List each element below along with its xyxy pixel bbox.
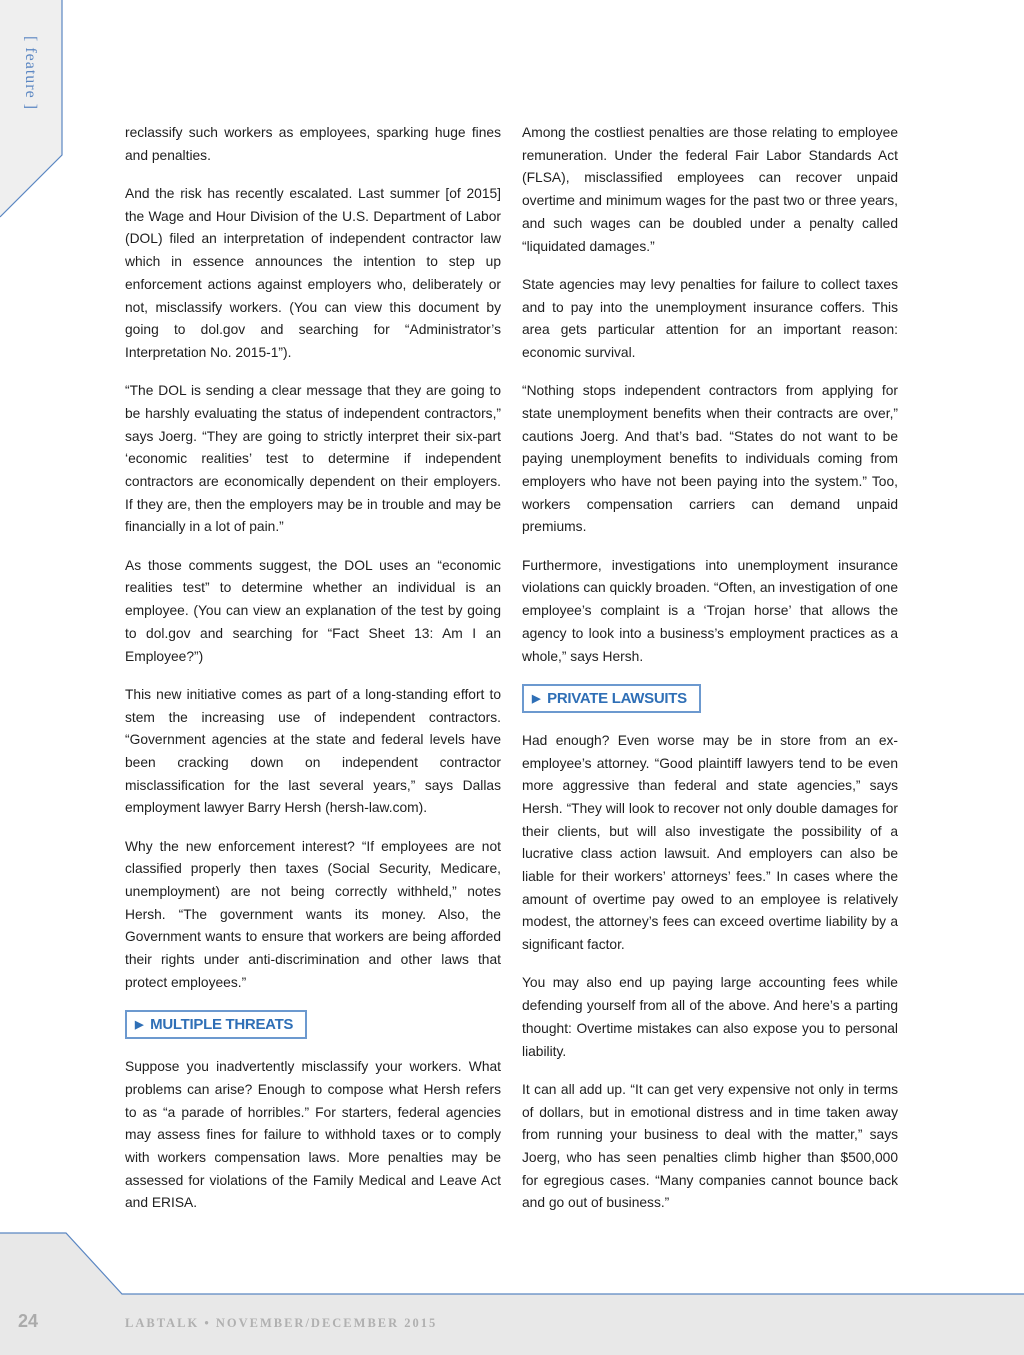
footer-band — [0, 1230, 1024, 1355]
left-column — [125, 122, 501, 1231]
play-arrow-icon: ▶ — [135, 1019, 144, 1032]
page-number: 24 — [18, 1311, 39, 1331]
paragraph: As those comments suggest, the DOL uses an “economic realities test” to determine whether an individual is an employee. (You can view an explanation of the test by going to dol.gov and searching for “Fact Sheet 13: Am I an Employee?”) — [125, 557, 501, 664]
paragraph: Had enough? Even worse may be in store from an ex-employee’s attorney. “Good plaintiff lawyers tend to be even more aggressive than federal and state agencies,” says Hersh. “They will look to recover not only double damages for their clients, but will also investigate the possibility of a lucrative class action lawsuit. And employers can also be liable for their workers’ attorneys’ fees.” In cases where the amount of overtime pay owed to an employee is relatively modest, the attorney’s fees can exceed overtime liability by a significant factor. — [522, 732, 898, 953]
paragraph: And the risk has recently escalated. Last summer [of 2015] the Wage and Hour Division of the U.S. Department of Labor (DOL) filed an interpretation of independent contractor law which in essence announces the intention to step up enforcement actions against employers who, deliberately or not, misclassify workers. (You can view this document by going to dol.gov and searching for “Administrator’s Interpretation No. 2015-1”). — [125, 186, 501, 360]
paragraph: Why the new enforcement interest? “If employees are not classified properly then taxes (Social Security, Medicare, unemployment) are not being correctly withheld,” notes Hersh. “The government wants its money. Also, the Government wants to ensure that workers are being afforded their rights under anti-discrimination and other laws that protect employees.” — [125, 838, 501, 990]
left-margin-strip — [0, 0, 64, 1230]
subhead-multiple-threats — [125, 1010, 307, 1039]
paragraph: You may also end up paying large accounting fees while defending yourself from all of the above. And here’s a parting thought: Overtime mistakes can also expose you to personal liability. — [522, 975, 898, 1059]
paragraph: Suppose you inadvertently misclassify your workers. What problems can arise? Enough to compose what Hersh refers to as “a parade of horribles.” For starters, federal agencies may assess fines for failure to withhold taxes or to comply with workers compensation laws. More penalties may be assessed for violations of the Family Medical and Leave Act and ERISA. — [125, 1059, 501, 1211]
paragraph: Among the costliest penalties are those relating to employee remuneration. Under the federal Fair Labor Standards Act (FLSA), misclassified employees can recover unpaid overtime and minimum wages for the past two or three years, and such wages can be doubled under a penalty called “liquidated damages.” — [522, 125, 898, 254]
paragraph: reclassify such workers as employees, sparking huge fines and penalties. — [125, 125, 501, 163]
right-column — [522, 122, 898, 1231]
paragraph: “The DOL is sending a clear message that they are going to be harshly evaluating the status of independent contractors,” says Joerg. “They are going to strictly interpret their six-part ‘economic realities’ test to determine if independent contractors are economically dependent on their employers. If they are, then the employers may be in trouble and may be financially in a lot of pain.” — [125, 383, 501, 535]
subhead-private-lawsuits — [522, 684, 701, 713]
paragraph: Furthermore, investigations into unemployment insurance violations can quickly broaden. “Often, an investigation of one employee’s complaint is a ‘Trojan horse’ that allows the agency to look into a business’s employment practices as a whole,” says Hersh. — [522, 557, 898, 664]
paragraph: It can all add up. “It can get very expensive not only in terms of dollars, but in emotional distress and in time taken away from running your business to deal with the matter,” says Joerg, who has seen penalties climb higher than $500,000 for egregious cases. “Many companies cannot bounce back and go out of business.” — [522, 1081, 898, 1211]
footer-publication: LABTALK • NOVEMBER/DECEMBER 2015 — [125, 1316, 438, 1330]
paragraph: “Nothing stops independent contractors from applying for state unemployment benefits when their contracts are over,” cautions Joerg. And that’s bad. “States do not want to be paying unemployment benefits to individuals coming from employers who have not been paying into the system.” Too, workers compensation carriers can demand unpaid premiums. — [522, 383, 898, 535]
subhead-label: MULTIPLE THREATS — [150, 1016, 294, 1034]
play-arrow-icon: ▶ — [532, 692, 541, 705]
subhead-label: PRIVATE LAWSUITS — [547, 689, 687, 707]
section-tag: [ feature ] — [22, 36, 39, 111]
paragraph: State agencies may levy penalties for failure to collect taxes and to pay into the unemployment insurance coffers. This area gets particular attention for an important reason: economic survival. — [522, 276, 898, 360]
paragraph: This new initiative comes as part of a long-standing effort to stem the increasing use of independent contractors. “Government agencies at the state and federal levels have been cracking down on independent contractor misclassification for the last several years,” says Dallas employment lawyer Barry Hersh (hersh-law.com). — [125, 686, 501, 816]
